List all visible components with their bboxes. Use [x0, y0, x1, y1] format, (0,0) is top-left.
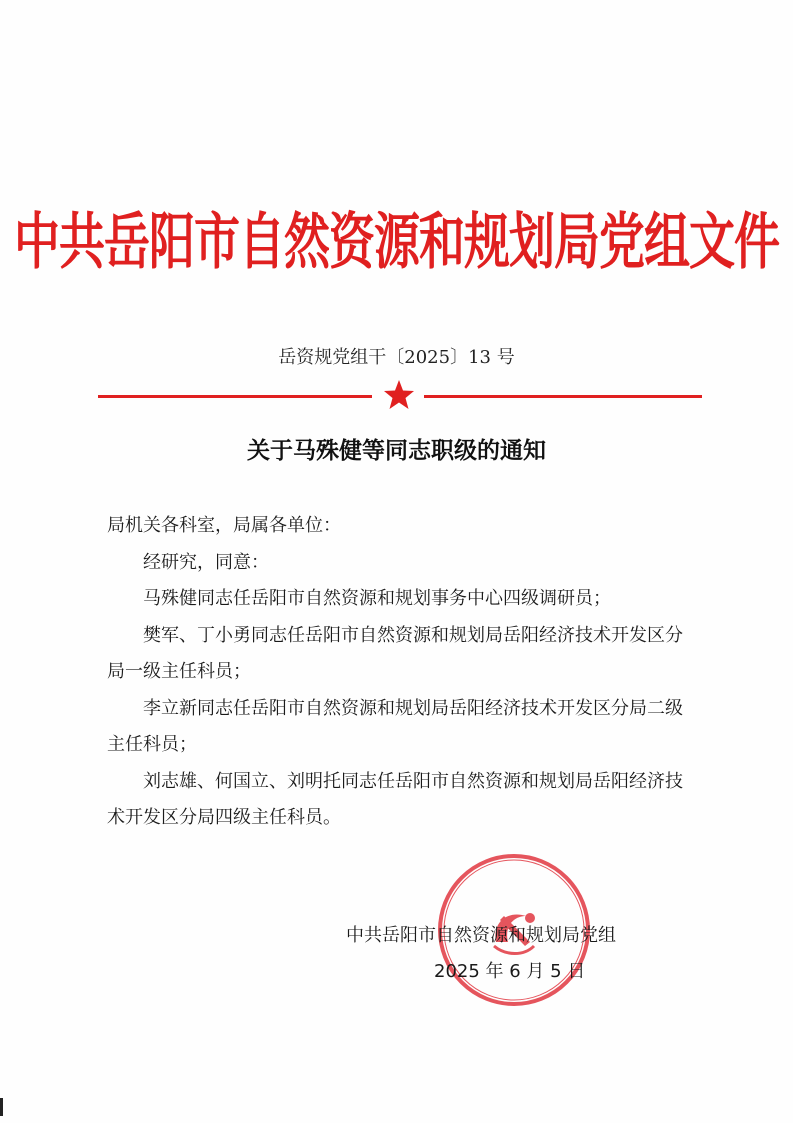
body-paragraph: 刘志雄、何国立、刘明托同志任岳阳市自然资源和规划局岳阳经济技术开发区分局四级主任科员。 — [107, 770, 683, 828]
signature-block — [346, 918, 686, 990]
header-rule-left — [98, 395, 372, 398]
body-paragraph: 经研究，同意： — [143, 551, 269, 573]
salutation: 局机关各科室，局属各单位： — [107, 515, 341, 536]
signature-date: 2025 年 6 月 5 日 — [434, 961, 586, 982]
body-paragraph: 李立新同志任岳阳市自然资源和规划局岳阳经济技术开发区分局二级主任科员； — [107, 697, 683, 755]
body-paragraph: 马殊健同志任岳阳市自然资源和规划事务中心四级调研员； — [143, 588, 611, 609]
header-rule-right — [424, 395, 702, 398]
body-paragraph: 樊军、丁小勇同志任岳阳市自然资源和规划局岳阳经济技术开发区分局一级主任科员； — [107, 624, 683, 682]
document-number: 岳资规党组干〔2025〕13 号 — [278, 347, 515, 368]
star-icon — [383, 379, 415, 411]
document-header-title: 中共岳阳市自然资源和规划局党组文件 — [14, 205, 779, 278]
document-body — [107, 508, 697, 837]
scan-edge-mark — [0, 1098, 3, 1116]
signature-organization: 中共岳阳市自然资源和规划局党组 — [346, 925, 616, 946]
document-subject: 关于马殊健等同志职级的通知 — [247, 437, 546, 464]
